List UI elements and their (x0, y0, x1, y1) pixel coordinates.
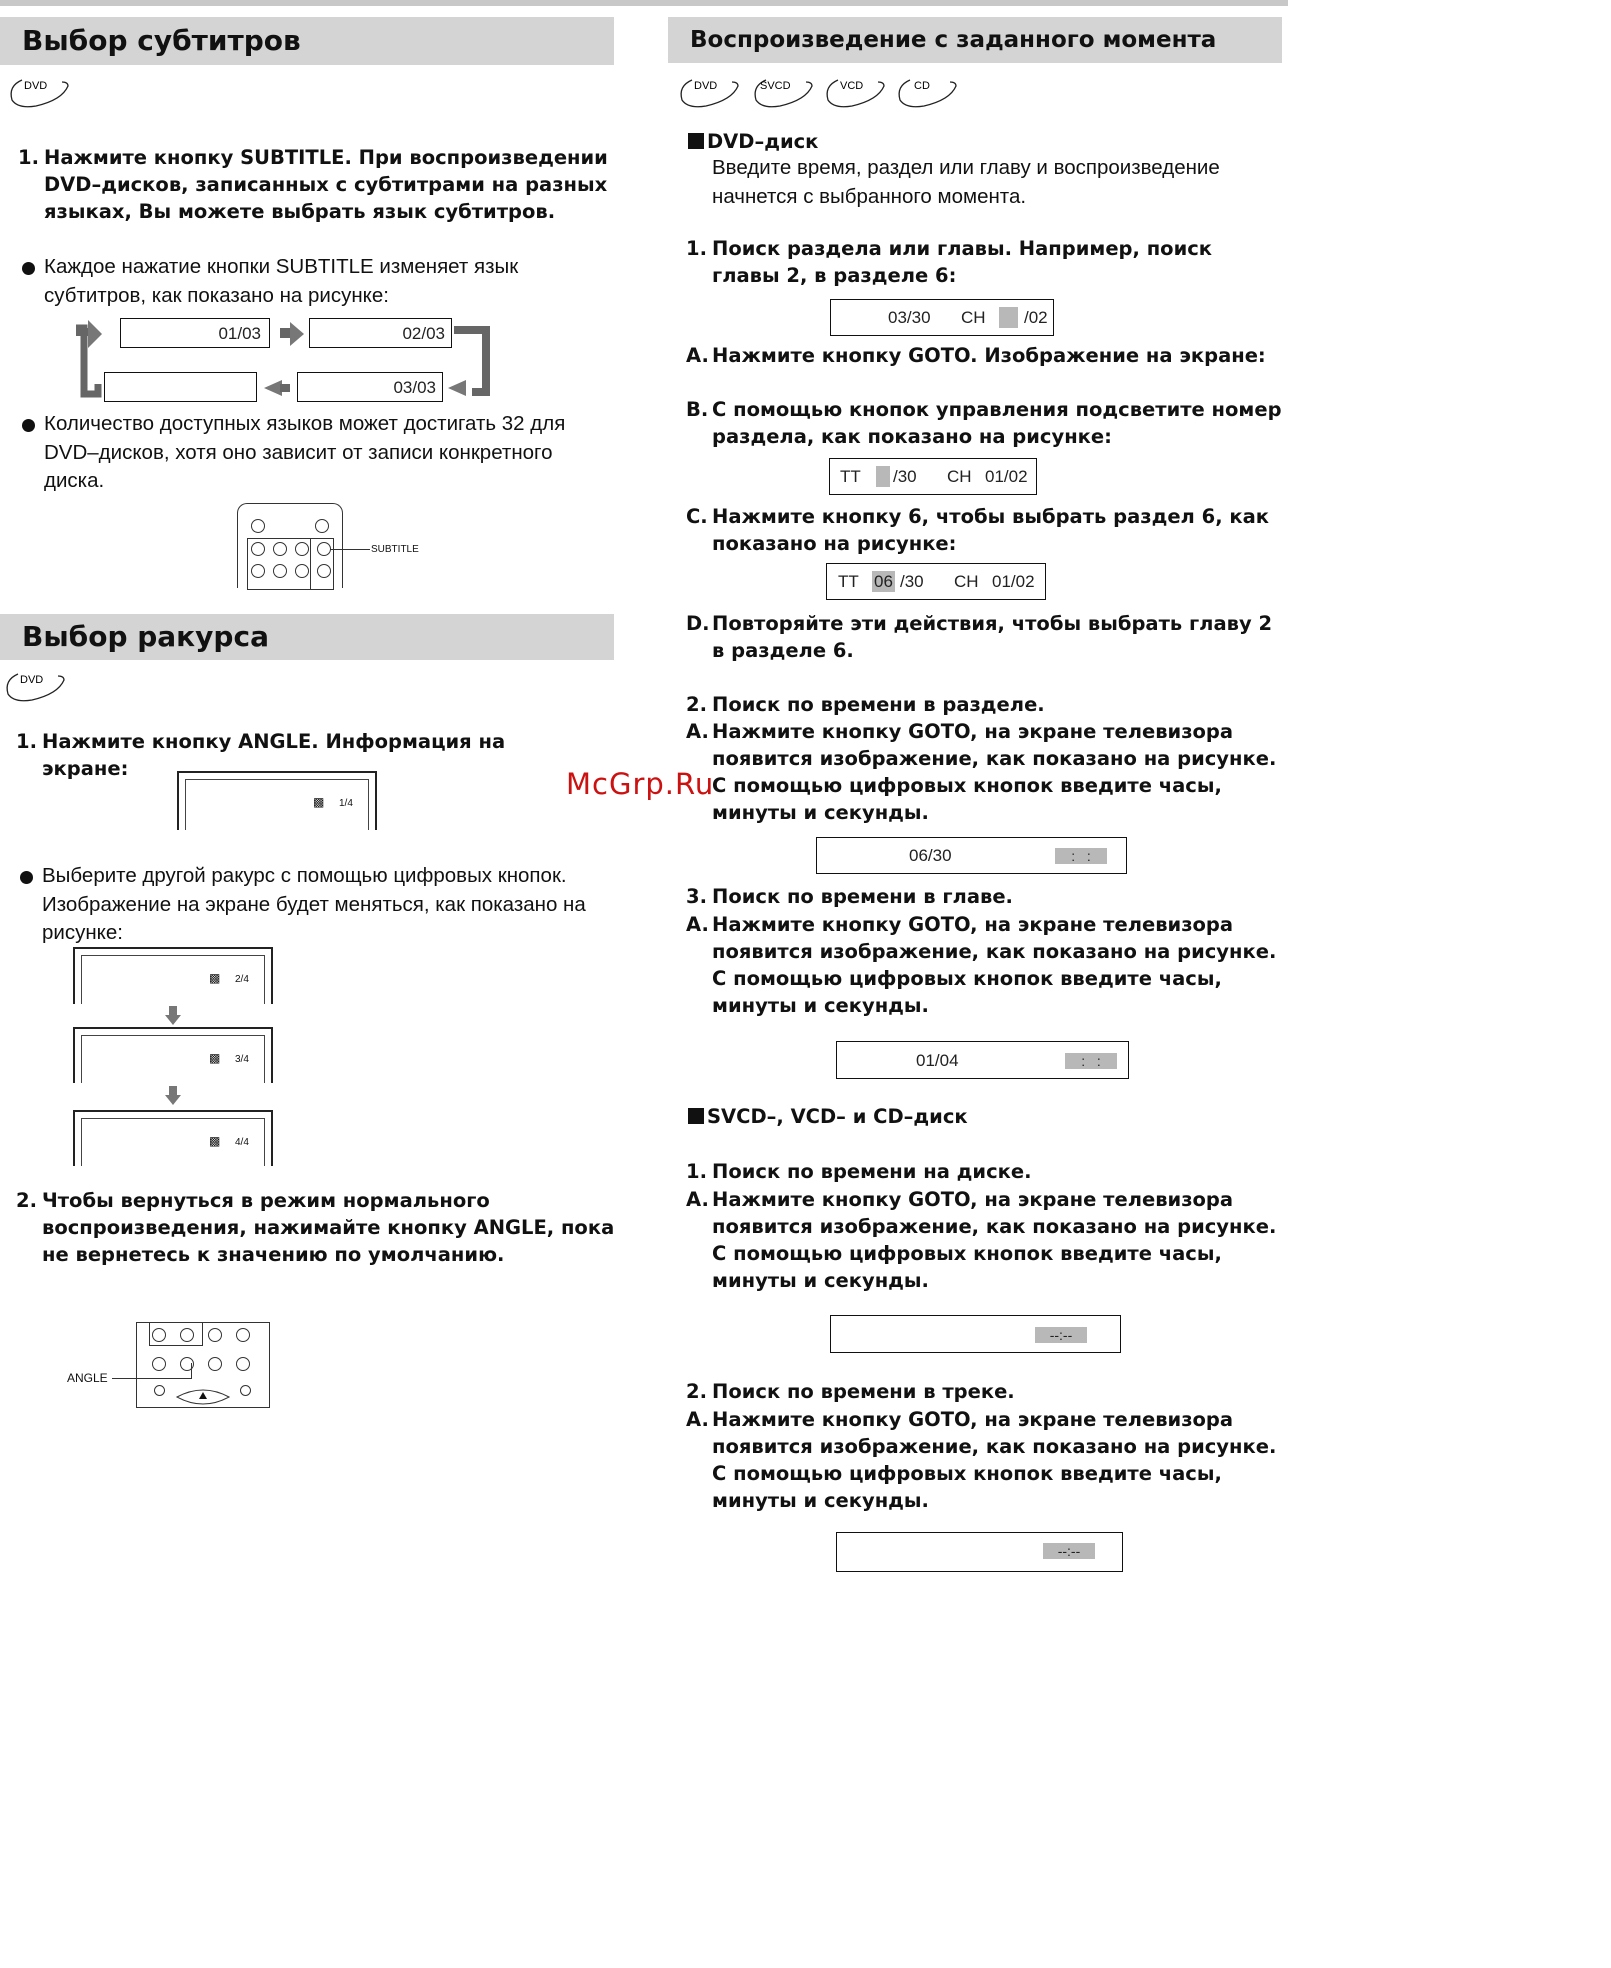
section-title-goto: Воспроизведение с заданного момента (668, 17, 1282, 63)
angle-screen-2 (73, 947, 273, 1004)
subtitle-box-4 (104, 372, 257, 402)
angle-screen-3 (73, 1027, 273, 1083)
angle-value: 4/4 (235, 1137, 249, 1148)
osd-title-highlight: TT /30 CH 01/02 (829, 458, 1037, 495)
remote-key (251, 564, 265, 578)
step-letter: A. (686, 1188, 709, 1211)
step-3A-goto (686, 911, 1286, 1019)
remote-key (152, 1328, 166, 1342)
remote-key (273, 564, 287, 578)
step-1-subtitle (18, 144, 618, 225)
top-rule (0, 0, 1288, 6)
subtitle-button (317, 542, 331, 556)
svg-text:DVD: DVD (20, 674, 44, 686)
highlight-field (876, 466, 890, 487)
step-text: Нажмите кнопку GOTO, на экране телевизора появится изображение, как показано на рисунке. С помощью цифровых кнопок введите часы, минуты и секунды. (712, 1188, 1277, 1292)
step-letter: A. (686, 913, 709, 936)
remote-key (236, 1357, 250, 1371)
bullet-dot (22, 262, 35, 275)
svg-text:SVCD: SVCD (760, 80, 791, 92)
step-text: Нажмите кнопку GOTO. Изображение на экране: (712, 344, 1266, 367)
subtitle-box-1: 01/03 (120, 318, 270, 348)
step-letter: A. (686, 344, 709, 367)
camera-icon: ▩ (209, 971, 221, 985)
remote-key (295, 542, 309, 556)
step-text: Поиск по времени в треке. (712, 1380, 1015, 1403)
remote-key (295, 564, 309, 578)
step-text: Нажмите кнопку ANGLE. Информация на экране: (42, 730, 506, 780)
subtitle-box-2: 02/03 (309, 318, 452, 348)
angle-value: 1/4 (339, 798, 353, 809)
step-text: Поиск по времени в разделе. (712, 693, 1045, 716)
camera-icon: ▩ (209, 1134, 221, 1148)
step-2-track-time (686, 1378, 1286, 1405)
dvd-disc-icon (2, 670, 68, 709)
step-text: Поиск раздела или главы. Например, поиск главы 2, в разделе 6: (712, 237, 1213, 287)
step-3-chapter-time (686, 883, 1286, 910)
camera-icon: ▩ (209, 1051, 221, 1065)
remote-key (208, 1328, 222, 1342)
angle-screen-1 (177, 771, 377, 830)
camera-icon: ▩ (313, 795, 325, 809)
eject-button-icon (315, 519, 329, 533)
highlight-field: 06 (874, 572, 893, 591)
step-number: 1. (16, 730, 37, 753)
step-1-chapter (686, 235, 1286, 289)
vcd-disc-icon (822, 76, 888, 115)
angle-callout-label: ANGLE (67, 1371, 108, 1385)
watermark: McGrp.Ru (566, 767, 715, 801)
remote-key (180, 1328, 194, 1342)
step-2A-goto (686, 718, 1286, 826)
step-letter: A. (686, 720, 709, 743)
step-A-goto (686, 342, 1286, 369)
subtitle-callout-label: SUBTITLE (371, 544, 419, 555)
step-letter: D. (686, 612, 710, 635)
remote-key (208, 1357, 222, 1371)
cd-disc-icon (894, 76, 960, 115)
step-C-select (686, 503, 1288, 557)
time-entry-field: : : (1055, 848, 1107, 864)
section-title-subtitles: Выбор субтитров (0, 17, 614, 65)
subtitle-cycle-diagram (76, 316, 496, 398)
step-number: 1. (18, 146, 39, 169)
step-number: 2. (686, 693, 707, 716)
dvd-disc-icon (6, 76, 72, 115)
step-1-disc-time (686, 1158, 1286, 1185)
osd-disc-time (830, 1315, 1121, 1353)
step-number: 3. (686, 885, 707, 908)
step-2-title-time (686, 691, 1286, 718)
step-letter: C. (686, 505, 708, 528)
bullet-angle-select (18, 862, 618, 948)
highlight-field (999, 307, 1018, 328)
svcd-subheading: SVCD–, VCD– и CD–диск (688, 1103, 968, 1130)
remote-key (154, 1385, 165, 1396)
step-number: 2. (16, 1189, 37, 1212)
step-2-angle (16, 1187, 616, 1268)
angle-screen-4 (73, 1110, 273, 1166)
step-letter: A. (686, 1408, 709, 1431)
remote-key (240, 1385, 251, 1396)
angle-value: 2/4 (235, 974, 249, 985)
osd-chapter-time: 01/04 : : (836, 1041, 1129, 1079)
step-number: 1. (686, 237, 707, 260)
remote-angle-illustration (136, 1322, 270, 1408)
svcd-disc-icon (750, 76, 816, 115)
bullet-dot (20, 871, 33, 884)
callout-line (112, 1378, 192, 1379)
remote-key (251, 542, 265, 556)
step-text: Поиск по времени в главе. (712, 885, 1013, 908)
step-text: Нажмите кнопку 6, чтобы выбрать раздел 6, как показано на рисунке: (712, 505, 1270, 555)
bullet-text: Выберите другой ракурс с помощью цифровых кнопок. Изображение на экране будет меняться, как показано на рисунке: (42, 864, 586, 944)
section-title-angle: Выбор ракурса (0, 614, 614, 660)
dvd-subheading: DVD–диск (688, 128, 818, 155)
bullet-text: Количество доступных языков может достигать 32 для DVD–дисков, хотя оно зависит от записи конкретного диска. (44, 412, 566, 492)
step-text: Нажмите кнопку GOTO, на экране телевизора появится изображение, как показано на рисунке. С помощью цифровых кнопок введите часы, минуты и секунды. (712, 1408, 1277, 1512)
osd-title-selected: TT 06 /30 CH 01/02 (826, 563, 1046, 600)
bullet-text: Каждое нажатие кнопки SUBTITLE изменяет язык субтитров, как показано на рисунке: (44, 255, 519, 307)
step-letter: B. (686, 398, 709, 421)
remote-key (317, 564, 331, 578)
bullet-subtitle-cycle (20, 253, 610, 310)
step-text: С помощью кнопок управления подсветите номер раздела, как показано на рисунке: (712, 398, 1282, 448)
callout-line (191, 1363, 192, 1379)
callout-line (330, 549, 370, 550)
time-entry-field: --:-- (1043, 1543, 1095, 1559)
remote-key (152, 1357, 166, 1371)
step-1A-goto (686, 1186, 1286, 1294)
step-2A-goto (686, 1406, 1286, 1514)
square-bullet-icon (688, 133, 704, 149)
time-entry-field: --:-- (1035, 1327, 1087, 1343)
time-entry-field: : : (1065, 1053, 1117, 1069)
remote-key (273, 542, 287, 556)
remote-subtitle-illustration (237, 503, 343, 588)
step-text: Нажмите кнопку SUBTITLE. При воспроизведении DVD–дисков, записанных с субтитрами на разных языках, Вы можете выбрать язык субтитров. (44, 146, 608, 223)
step-text: Повторяйте эти действия, чтобы выбрать главу 2 в разделе 6. (712, 612, 1273, 662)
svg-text:DVD: DVD (24, 80, 48, 92)
dvd-disc-icon (676, 76, 742, 115)
remote-key (236, 1328, 250, 1342)
power-button-icon (251, 519, 265, 533)
bullet-language-count (20, 410, 610, 496)
svg-text:DVD: DVD (694, 80, 718, 92)
step-number: 2. (686, 1380, 707, 1403)
step-text: Нажмите кнопку GOTO, на экране телевизора появится изображение, как показано на рисунке. С помощью цифровых кнопок введите часы, минуты и секунды. (712, 720, 1277, 824)
svg-text:CD: CD (914, 80, 930, 92)
svg-text:VCD: VCD (840, 80, 864, 92)
subtitle-box-3: 03/03 (297, 372, 443, 402)
dvd-intro: Введите время, раздел или главу и воспроизведение начнется с выбранного момента. (712, 156, 1220, 208)
angle-value: 3/4 (235, 1054, 249, 1065)
down-arrow-icon (165, 1086, 181, 1111)
osd-chapter-example: 03/30 CH /02 (830, 299, 1054, 336)
step-text: Чтобы вернуться в режим нормального воспроизведения, нажимайте кнопку ANGLE, пока не вернетесь к значению по умолчанию. (42, 1189, 615, 1266)
step-D-repeat (686, 610, 1286, 664)
step-text: Нажмите кнопку GOTO, на экране телевизора появится изображение, как показано на рисунке. С помощью цифровых кнопок введите часы, минуты и секунды. (712, 913, 1277, 1017)
up-arrow-icon (175, 1385, 231, 1407)
square-bullet-icon (688, 1108, 704, 1124)
step-number: 1. (686, 1160, 707, 1183)
step-text: Поиск по времени на диске. (712, 1160, 1032, 1183)
step-B-highlight (686, 396, 1286, 450)
osd-track-time (836, 1532, 1123, 1572)
osd-title-time: 06/30 : : (816, 837, 1127, 874)
bullet-dot (22, 419, 35, 432)
